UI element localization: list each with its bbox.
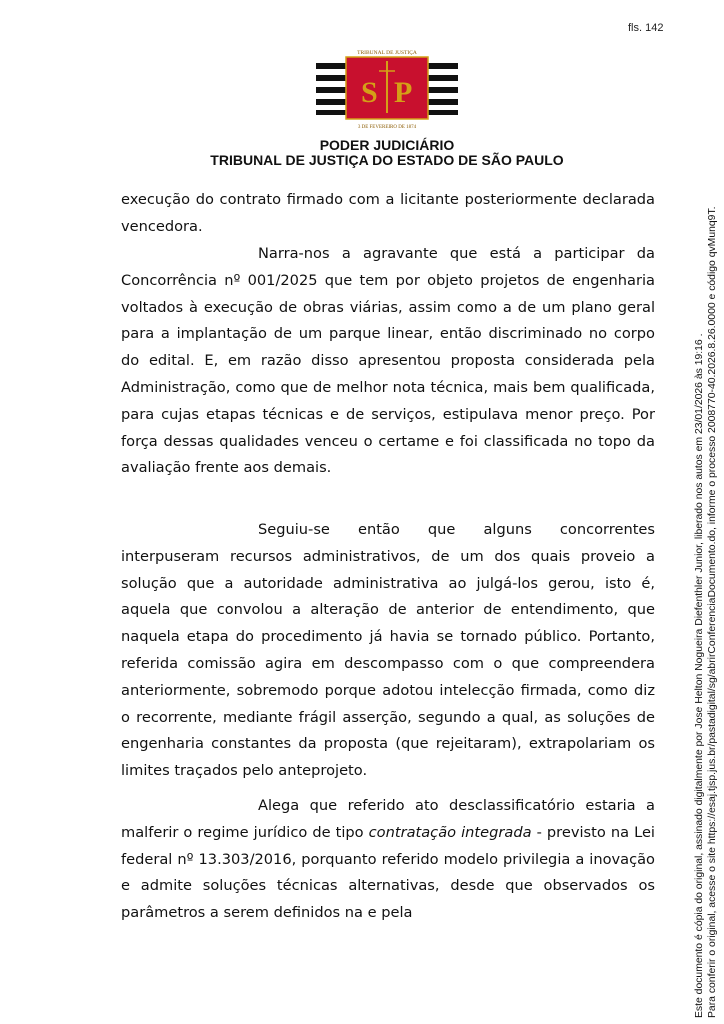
signature-note-line-1: Este documento é cópia do original, assinado digitalmente por Jose Helton Nogueira Diefenthler Junior, liberado nos autos em 23/01/2026 às 19:16 . bbox=[694, 333, 705, 1018]
signature-note-line-2: Para conferir o original, acesse o site https://esaj.tjsp.jus.br/pastadigital/sg/abrirConferenciaDocumento.do, informe o processo 2008770-40.2026.8.26.0000 e código qvMunq9T. bbox=[707, 206, 718, 1018]
digital-signature-note bbox=[693, 158, 719, 1018]
paragraph-2-text: Narra-nos a agravante que está a participar da Concorrência nº 001/2025 que tem por objeto projetos de engenharia voltados à execução de obras viárias, assim como a de um plano geral para a implantação de um parque linear, então discriminado no corpo do edital. E, em razão disso apresentou proposta considerada pela Administração, como que de melhor nota técnica, mais bem qualificada, para cujas etapas técnicas e de serviços, estipulava menor preço. Por força dessas qualidades venceu o certame e foi classificada no topo da avaliação frente aos demais. bbox=[121, 245, 655, 477]
paragraph-3-text: Seguiu-se então que alguns concorrentes interpuseram recursos administrativos, de um dos quais proveio a solução que a autoridade administrativa ao julgá-los gerou, isto é, aquela que convolou a alteração de anterior de entendimento, que naquela etapa do procedimento já havia se tornado público. Portanto, referida comissão agira em descompasso com o que compreendera anteriormente, sobremodo porque adotou intelecção firmada, como diz o recorrente, mediante frágil asserção, segundo a qual, as soluções de engenharia constantes da proposta (que rejeitaram), extrapolariam os limites traçados pelo anteprojeto. bbox=[121, 521, 655, 780]
paragraph-4-text bbox=[121, 793, 655, 927]
page-number: fls. 142 bbox=[628, 22, 664, 34]
paragraph-4-before: Alega que referido ato desclassificatório estaria a malferir o regime jurídico de tipo bbox=[121, 797, 655, 841]
header-line-2: TRIBUNAL DE JUSTIÇA DO ESTADO DE SÃO PAULO bbox=[210, 152, 564, 168]
header-line-1: PODER JUDICIÁRIO bbox=[319, 137, 455, 153]
seal-letter-right: P bbox=[394, 76, 413, 109]
paragraph-4-after: - previsto na Lei federal nº 13.303/2016, porquanto referido modelo privilegia a inovação e admite soluções técnicas alternativas, desde que observados os parâmetros a serem definidos na e pela bbox=[121, 823, 655, 922]
paragraph-4-italic: contratação integrada bbox=[368, 823, 532, 841]
paragraph-1 bbox=[121, 187, 655, 241]
paragraph-1-text: execução do contrato firmado com a licitante posteriormente declarada vencedora. bbox=[121, 191, 655, 235]
paragraph-2 bbox=[121, 241, 655, 482]
seal-top-text: TRIBUNAL DE JUSTIÇA bbox=[357, 50, 417, 56]
paragraph-3 bbox=[121, 517, 655, 785]
seal-letter-left: S bbox=[361, 76, 378, 109]
court-seal-logo bbox=[316, 47, 458, 133]
paragraph-4 bbox=[121, 793, 655, 927]
seal-bottom-text: 3 DE FEVEREIRO DE 1874 bbox=[357, 125, 417, 130]
